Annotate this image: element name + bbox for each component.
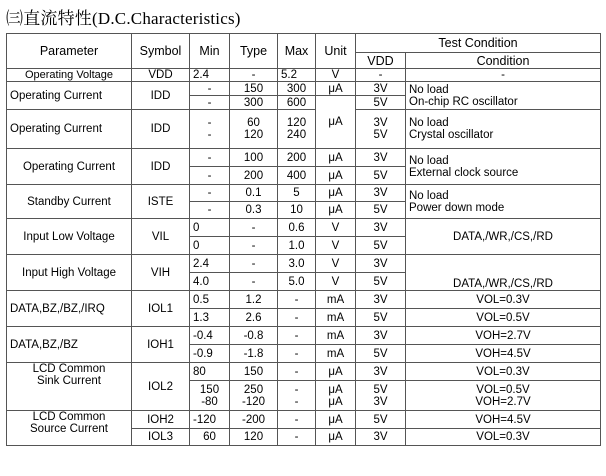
max-value: 120 bbox=[286, 117, 307, 129]
unit-cell: V bbox=[316, 69, 356, 82]
type-cell: -200 bbox=[230, 411, 278, 429]
type-cell: 1.2 bbox=[230, 291, 278, 309]
vdd-cell: 3V bbox=[356, 219, 406, 237]
vdd-cell: 3V bbox=[356, 327, 406, 345]
min-cell: - bbox=[190, 96, 230, 110]
symbol-cell: IOL1 bbox=[132, 291, 190, 327]
unit-cell: μA bbox=[316, 96, 356, 149]
table-row bbox=[7, 411, 601, 429]
vdd-cell: - bbox=[356, 69, 406, 82]
symbol-cell: VIH bbox=[132, 255, 190, 291]
type-cell: - bbox=[230, 237, 278, 255]
vdd-cell: 5V bbox=[356, 167, 406, 185]
symbol-cell: IDD bbox=[132, 82, 190, 110]
table-row bbox=[7, 291, 601, 309]
condition-cell: VOH=4.5V bbox=[406, 345, 601, 363]
type-cell: 120 bbox=[230, 429, 278, 446]
param-cell bbox=[7, 363, 132, 411]
unit-cell: mA bbox=[316, 309, 356, 327]
vdd-cell: 5V bbox=[356, 237, 406, 255]
type-cell: - bbox=[230, 219, 278, 237]
max-cell: 0.6 bbox=[278, 219, 316, 237]
max-value: - bbox=[294, 395, 299, 408]
condition-cell bbox=[406, 185, 601, 219]
condition-cell bbox=[406, 381, 601, 411]
symbol-cell: IOH1 bbox=[132, 327, 190, 363]
unit-cell: μA bbox=[316, 149, 356, 167]
vdd-value: 5V bbox=[373, 129, 388, 141]
unit-value: μA bbox=[328, 395, 343, 408]
min-value: - bbox=[207, 129, 212, 141]
max-cell: 10 bbox=[278, 202, 316, 219]
condition-line: No load bbox=[409, 117, 449, 129]
vdd-cell bbox=[356, 110, 406, 149]
condition-line: On-chip RC oscillator bbox=[409, 95, 518, 108]
param-cell: Input High Voltage bbox=[7, 255, 132, 291]
table-row bbox=[7, 69, 601, 82]
condition-cell bbox=[406, 82, 601, 110]
unit-cell: μA bbox=[316, 363, 356, 381]
vdd-cell: 5V bbox=[356, 96, 406, 110]
symbol-cell: IDD bbox=[132, 110, 190, 149]
max-cell: - bbox=[278, 345, 316, 363]
param-cell: Standby Current bbox=[7, 185, 132, 219]
unit-cell: μA bbox=[316, 82, 356, 96]
unit-cell: μA bbox=[316, 167, 356, 185]
vdd-cell: 5V bbox=[356, 411, 406, 429]
type-value: 250 bbox=[243, 383, 264, 396]
min-cell: 1.3 bbox=[190, 309, 230, 327]
type-cell: 200 bbox=[230, 167, 278, 185]
vdd-cell: 3V bbox=[356, 429, 406, 446]
max-cell: 5.0 bbox=[278, 273, 316, 291]
max-cell: - bbox=[278, 291, 316, 309]
max-cell: 600 bbox=[278, 96, 316, 110]
min-value: 150 bbox=[199, 383, 220, 396]
table-row bbox=[7, 363, 601, 381]
min-cell: - bbox=[190, 82, 230, 96]
max-cell: 5.2 bbox=[278, 69, 316, 82]
min-cell: 0 bbox=[190, 219, 230, 237]
max-cell: 1.0 bbox=[278, 237, 316, 255]
type-value: 120 bbox=[243, 129, 264, 141]
param-cell: Operating Current bbox=[7, 82, 132, 110]
param-cell: Input Low Voltage bbox=[7, 219, 132, 255]
max-value: - bbox=[294, 383, 299, 396]
dc-characteristics-table bbox=[6, 33, 601, 446]
unit-cell: μA bbox=[316, 429, 356, 446]
min-cell: 0 bbox=[190, 237, 230, 255]
header-vdd: VDD bbox=[356, 53, 406, 69]
condition-cell: DATA,/WR,/CS,/RD bbox=[406, 219, 601, 255]
condition-cell bbox=[406, 110, 601, 149]
param-cell: Operating Voltage bbox=[7, 69, 132, 82]
type-cell: 0.1 bbox=[230, 185, 278, 202]
unit-cell: mA bbox=[316, 327, 356, 345]
symbol-cell: IOL3 bbox=[132, 429, 190, 446]
symbol-cell: VDD bbox=[132, 69, 190, 82]
max-cell bbox=[278, 110, 316, 149]
type-cell: - bbox=[230, 273, 278, 291]
max-cell: 200 bbox=[278, 149, 316, 167]
table-row bbox=[7, 185, 601, 202]
vdd-cell: 3V bbox=[356, 82, 406, 96]
type-cell: 100 bbox=[230, 149, 278, 167]
param-cell: DATA,BZ,/BZ,/IRQ bbox=[7, 291, 132, 327]
condition-cell bbox=[406, 149, 601, 185]
param-cell: Operating Current bbox=[7, 149, 132, 185]
unit-cell: V bbox=[316, 237, 356, 255]
vdd-cell: 3V bbox=[356, 149, 406, 167]
header-unit: Unit bbox=[316, 34, 356, 69]
vdd-value: 3V bbox=[373, 395, 388, 408]
condition-cell: VOL=0.3V bbox=[406, 429, 601, 446]
symbol-cell: IOH2 bbox=[132, 411, 190, 429]
condition-line: External clock source bbox=[409, 166, 519, 179]
unit-cell: μA bbox=[316, 185, 356, 202]
type-cell: 150 bbox=[230, 363, 278, 381]
unit-value: μA bbox=[328, 383, 343, 396]
type-cell: -0.8 bbox=[230, 327, 278, 345]
condition-line: Power down mode bbox=[409, 201, 505, 214]
min-cell: -120 bbox=[190, 411, 230, 429]
vdd-cell: 3V bbox=[356, 185, 406, 202]
header-max: Max bbox=[278, 34, 316, 69]
max-cell: 5 bbox=[278, 185, 316, 202]
min-cell: 80 bbox=[190, 363, 230, 381]
unit-cell: μA bbox=[316, 202, 356, 219]
condition-cell: VOL=0.3V bbox=[406, 363, 601, 381]
header-test-condition: Test Condition bbox=[356, 34, 601, 53]
table-row bbox=[7, 149, 601, 167]
min-cell: 60 bbox=[190, 429, 230, 446]
type-cell: -1.8 bbox=[230, 345, 278, 363]
vdd-value: 3V bbox=[373, 117, 388, 129]
max-cell: - bbox=[278, 309, 316, 327]
min-cell: 2.4 bbox=[190, 255, 230, 273]
condition-cell: VOL=0.3V bbox=[406, 291, 601, 309]
min-value: - bbox=[207, 117, 212, 129]
type-cell: 150 bbox=[230, 82, 278, 96]
max-value: 240 bbox=[286, 129, 307, 141]
min-cell: - bbox=[190, 202, 230, 219]
max-cell: 3.0 bbox=[278, 255, 316, 273]
min-cell: 4.0 bbox=[190, 273, 230, 291]
condition-cell: VOH=2.7V bbox=[406, 327, 601, 345]
condition-cell: - bbox=[406, 69, 601, 82]
vdd-cell: 3V bbox=[356, 363, 406, 381]
symbol-cell: ISTE bbox=[132, 185, 190, 219]
symbol-cell: VIL bbox=[132, 219, 190, 255]
type-value: -120 bbox=[241, 395, 266, 408]
type-cell: 300 bbox=[230, 96, 278, 110]
condition-line: No load bbox=[409, 154, 449, 167]
vdd-cell: 3V bbox=[356, 255, 406, 273]
condition-cell: VOH=4.5V bbox=[406, 411, 601, 429]
unit-cell: mA bbox=[316, 291, 356, 309]
type-value: 60 bbox=[247, 117, 260, 129]
param-line: Sink Current bbox=[37, 375, 101, 387]
vdd-cell: 5V bbox=[356, 309, 406, 327]
unit-cell: V bbox=[316, 273, 356, 291]
min-value: -80 bbox=[201, 395, 218, 408]
header-condition: Condition bbox=[406, 53, 601, 69]
header-min: Min bbox=[190, 34, 230, 69]
header-type: Type bbox=[230, 34, 278, 69]
min-cell: 0.5 bbox=[190, 291, 230, 309]
type-cell: 2.6 bbox=[230, 309, 278, 327]
vdd-cell: 5V bbox=[356, 202, 406, 219]
param-cell: DATA,BZ,/BZ bbox=[7, 327, 132, 363]
min-cell: - bbox=[190, 185, 230, 202]
max-cell: - bbox=[278, 327, 316, 345]
min-cell bbox=[190, 381, 230, 411]
type-cell bbox=[230, 110, 278, 149]
max-cell: - bbox=[278, 363, 316, 381]
min-cell: - bbox=[190, 167, 230, 185]
param-line: Source Current bbox=[30, 423, 108, 435]
max-cell: 300 bbox=[278, 82, 316, 96]
min-cell bbox=[190, 110, 230, 149]
type-cell bbox=[230, 381, 278, 411]
max-cell: 400 bbox=[278, 167, 316, 185]
max-cell bbox=[278, 381, 316, 411]
vdd-cell bbox=[356, 381, 406, 411]
header-parameter: Parameter bbox=[7, 34, 132, 69]
unit-cell: μA bbox=[316, 411, 356, 429]
unit-cell: V bbox=[316, 255, 356, 273]
page-title: ㈢直流特性(D.C.Characteristics) bbox=[6, 9, 241, 28]
unit-cell: mA bbox=[316, 345, 356, 363]
max-cell: - bbox=[278, 429, 316, 446]
max-cell: - bbox=[278, 411, 316, 429]
vdd-cell: 5V bbox=[356, 345, 406, 363]
param-line: LCD Common bbox=[32, 363, 106, 375]
min-cell: -0.9 bbox=[190, 345, 230, 363]
param-line: LCD Common bbox=[32, 411, 106, 423]
type-cell: - bbox=[230, 69, 278, 82]
unit-cell: V bbox=[316, 219, 356, 237]
condition-line: VOL=0.5V bbox=[476, 383, 530, 396]
type-cell: - bbox=[230, 255, 278, 273]
min-cell: -0.4 bbox=[190, 327, 230, 345]
min-cell: - bbox=[190, 149, 230, 167]
table-row bbox=[7, 327, 601, 345]
condition-line: Crystal oscillator bbox=[409, 129, 494, 141]
table-row bbox=[7, 82, 601, 96]
condition-cell: DATA,/WR,/CS,/RD bbox=[406, 255, 601, 291]
condition-line: No load bbox=[409, 83, 449, 96]
unit-cell bbox=[316, 381, 356, 411]
min-cell: 2.4 bbox=[190, 69, 230, 82]
table-row bbox=[7, 255, 601, 273]
type-cell: 0.3 bbox=[230, 202, 278, 219]
table-row bbox=[7, 219, 601, 237]
param-cell bbox=[7, 411, 132, 446]
symbol-cell: IOL2 bbox=[132, 363, 190, 411]
param-cell: Operating Current bbox=[7, 110, 132, 149]
vdd-value: 5V bbox=[373, 383, 388, 396]
vdd-cell: 5V bbox=[356, 273, 406, 291]
header-symbol: Symbol bbox=[132, 34, 190, 69]
symbol-cell: IDD bbox=[132, 149, 190, 185]
condition-cell: VOL=0.5V bbox=[406, 309, 601, 327]
table-row bbox=[7, 110, 601, 149]
condition-line: No load bbox=[409, 189, 449, 202]
vdd-cell: 3V bbox=[356, 291, 406, 309]
condition-line: VOH=2.7V bbox=[475, 395, 531, 408]
